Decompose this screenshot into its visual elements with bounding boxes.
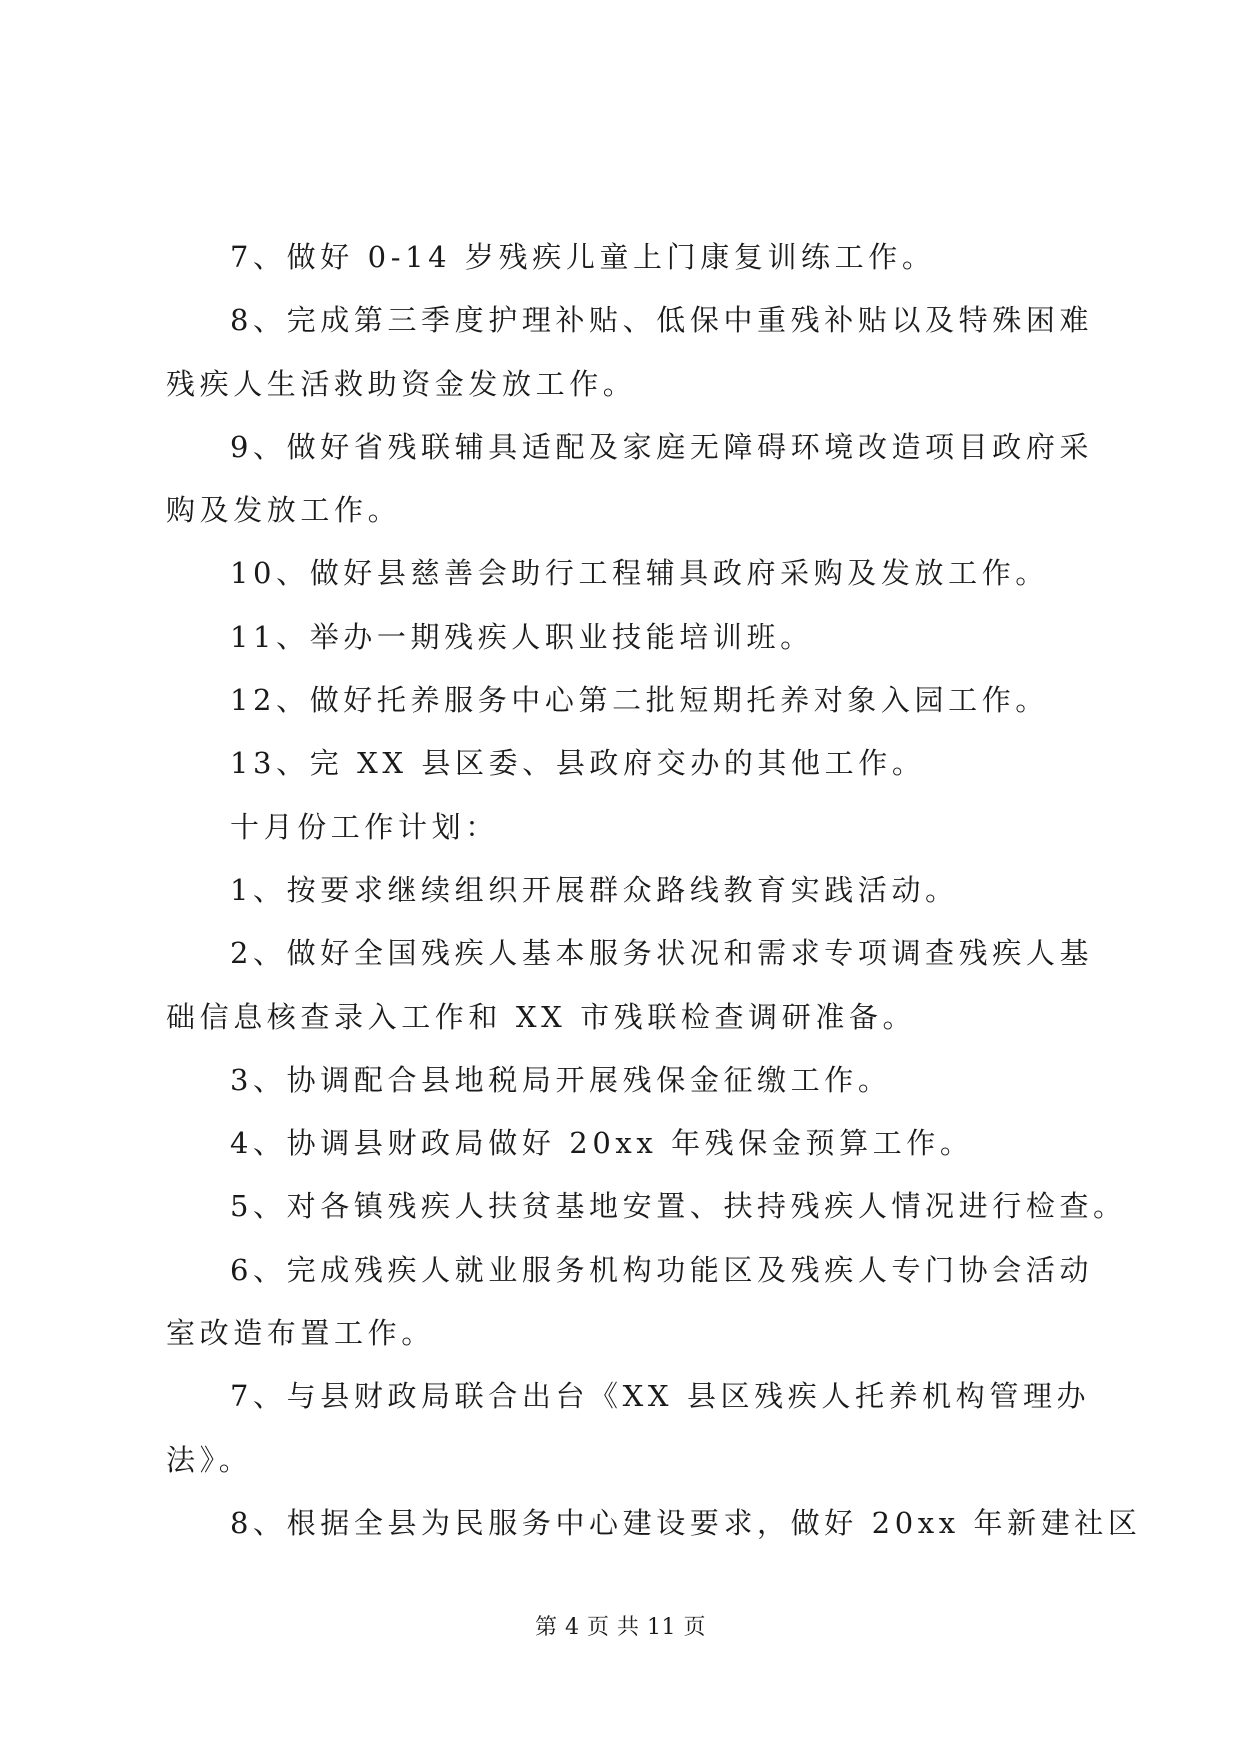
text-line: 残疾人生活救助资金发放工作。 (166, 366, 637, 401)
text-line: 7、做好 0-14 岁残疾儿童上门康复训练工作。 (230, 240, 936, 274)
text-line: 2、做好全国残疾人基本服务状况和需求专项调查残疾人基 (230, 936, 1094, 971)
document-body (166, 226, 1142, 1555)
text-line: 3、协调配合县地税局开展残保金征缴工作。 (230, 1062, 892, 1097)
text-line: 8、完成第三季度护理补贴、低保中重残补贴以及特殊困难 (230, 303, 1094, 338)
text-line: 11、举办一期残疾人职业技能培训班。 (230, 619, 814, 654)
page-footer (0, 1610, 1241, 1641)
text-line: 础信息核查录入工作和 XX 市残联检查调研准备。 (166, 999, 917, 1034)
text-line: 十月份工作计划： (230, 809, 499, 844)
text-line: 9、做好省残联辅具适配及家庭无障碍环境改造项目政府采 (230, 429, 1094, 464)
text-line: 7、与县财政局联合出台《XX 县区残疾人托养机构管理办 (230, 1379, 1091, 1414)
text-line: 1、按要求继续组织开展群众路线教育实践活动。 (230, 872, 959, 907)
text-line: 12、做好托养服务中心第二批短期托养对象入园工作。 (230, 683, 1049, 718)
text-line: 购及发放工作。 (166, 493, 402, 528)
text-line: 法》。 (166, 1442, 253, 1477)
text-line: 室改造布置工作。 (166, 1316, 435, 1351)
text-line: 6、完成残疾人就业服务机构功能区及残疾人专门协会活动 (230, 1252, 1094, 1287)
text-line: 4、协调县财政局做好 20xx 年残保金预算工作。 (230, 1126, 974, 1161)
page-number-label: 第 4 页 共 11 页 (535, 1615, 706, 1640)
text-line: 10、做好县慈善会助行工程辅具政府采购及发放工作。 (230, 556, 1049, 591)
text-line: 8、根据全县为民服务中心建设要求，做好 20xx 年新建社区 (230, 1505, 1142, 1540)
text-line: 13、完 XX 县区委、县政府交办的其他工作。 (230, 746, 926, 781)
text-line: 5、对各镇残疾人扶贫基地安置、扶持残疾人情况进行检查。 (230, 1189, 1127, 1224)
